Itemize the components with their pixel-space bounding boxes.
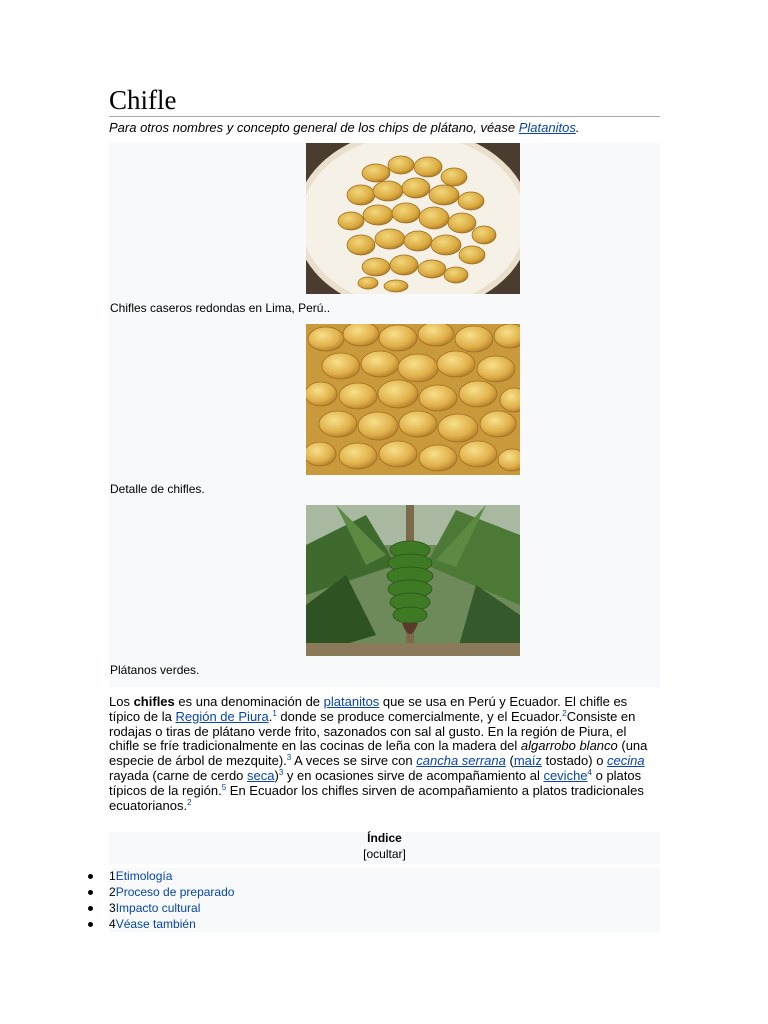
ref-1[interactable]: 1 — [272, 708, 277, 718]
toc-item[interactable] — [109, 884, 660, 900]
chifles-bowl-image[interactable] — [306, 143, 520, 294]
article — [109, 84, 660, 931]
text: (una especie de árbol de mezquite). — [109, 738, 648, 769]
text: rayada (carne de cerdo — [109, 767, 248, 783]
text: A veces se sirve con — [291, 753, 417, 769]
text: tostado) o — [542, 753, 608, 769]
figure-caption: Plátanos verdes. — [110, 663, 200, 677]
term-chifles: chifles — [133, 694, 175, 709]
hatnote-link-platanitos[interactable]: Platanitos — [518, 120, 576, 135]
hatnote-suffix: . — [575, 120, 580, 135]
hatnote — [109, 119, 660, 137]
figure-detalle-chifles — [109, 324, 660, 505]
toc-number: 4 — [109, 917, 116, 931]
text: ( — [505, 753, 514, 769]
toc-item[interactable] — [109, 916, 660, 932]
text: . — [268, 708, 273, 724]
text: donde se produce comercialmente, y el Ecuador. — [276, 708, 563, 724]
link-ceviche[interactable]: ceviche — [543, 767, 588, 783]
bullet-icon — [88, 874, 93, 879]
ref-4[interactable]: 4 — [587, 767, 592, 777]
bullet-icon — [88, 922, 93, 927]
image-gallery — [109, 143, 660, 687]
text: Los — [109, 694, 134, 709]
figure-chifles-caseros — [109, 143, 660, 324]
hatnote-prefix: Para otros nombres y concepto general de los chips de plátano, véase — [109, 120, 519, 135]
link-platanitos[interactable]: platanitos — [323, 694, 380, 709]
toc-toggle-link[interactable]: [ocultar] — [363, 847, 406, 862]
ref-2b[interactable]: 2 — [187, 797, 192, 807]
toc-number: 3 — [109, 901, 116, 915]
figure-caption: Detalle de chifles. — [110, 482, 205, 496]
toc-item[interactable] — [109, 868, 660, 884]
text: En Ecuador los chifles sirven de acompañamiento a platos tradicionales ecuatorianos. — [109, 782, 644, 813]
green-bananas-image[interactable] — [306, 505, 520, 656]
figure-caption: Chifles caseros redondas en Lima, Perú.. — [110, 301, 331, 315]
toc-link-impacto[interactable]: Impacto cultural — [115, 901, 201, 915]
text: y en ocasiones sirve de acompañamiento al — [283, 767, 544, 783]
link-maiz[interactable]: maíz — [513, 753, 542, 769]
toc-number: 1 — [109, 869, 116, 883]
ref-5[interactable]: 5 — [221, 782, 227, 792]
bullet-icon — [88, 890, 93, 895]
page-title: Chifle — [109, 84, 660, 117]
text: ) — [274, 767, 279, 783]
toc-number: 2 — [109, 885, 116, 899]
link-cancha-serrana[interactable]: cancha serrana — [416, 753, 506, 769]
text: es una denominación de — [174, 694, 324, 709]
text: o platos típicos de la región. — [109, 767, 642, 798]
toc-item[interactable] — [109, 900, 660, 916]
chifles-detail-image[interactable] — [306, 324, 520, 475]
ref-3b[interactable]: 3 — [278, 767, 284, 777]
toc-link-etimologia[interactable]: Etimología — [115, 869, 173, 883]
text: Consiste en rodajas o tiras de plátano verde frito, sazonados con sal al gusto. En la región de Piura, el chifle se fríe tradicionalmente en las cocinas de leña con la madera del — [109, 708, 636, 754]
link-cecina[interactable]: cecina — [607, 753, 645, 769]
toc-link-proceso[interactable]: Proceso de preparado — [115, 885, 235, 899]
toc-title: Índice — [367, 831, 402, 846]
bullet-icon — [88, 906, 93, 911]
intro-paragraph — [109, 695, 660, 813]
text: que se usa en Perú y Ecuador. El chifle es típico de la — [109, 694, 628, 724]
toc-list — [109, 868, 660, 932]
link-seca[interactable]: seca — [247, 767, 275, 783]
term-algarrobo-blanco: algarrobo blanco — [520, 738, 618, 754]
link-region-de-piura[interactable]: Región de Piura — [175, 708, 269, 724]
toc-box — [109, 832, 660, 864]
figure-platanos-verdes — [109, 505, 660, 686]
toc-link-vease[interactable]: Véase también — [115, 917, 196, 931]
ref-2[interactable]: 2 — [562, 708, 567, 718]
ref-3[interactable]: 3 — [286, 753, 292, 763]
